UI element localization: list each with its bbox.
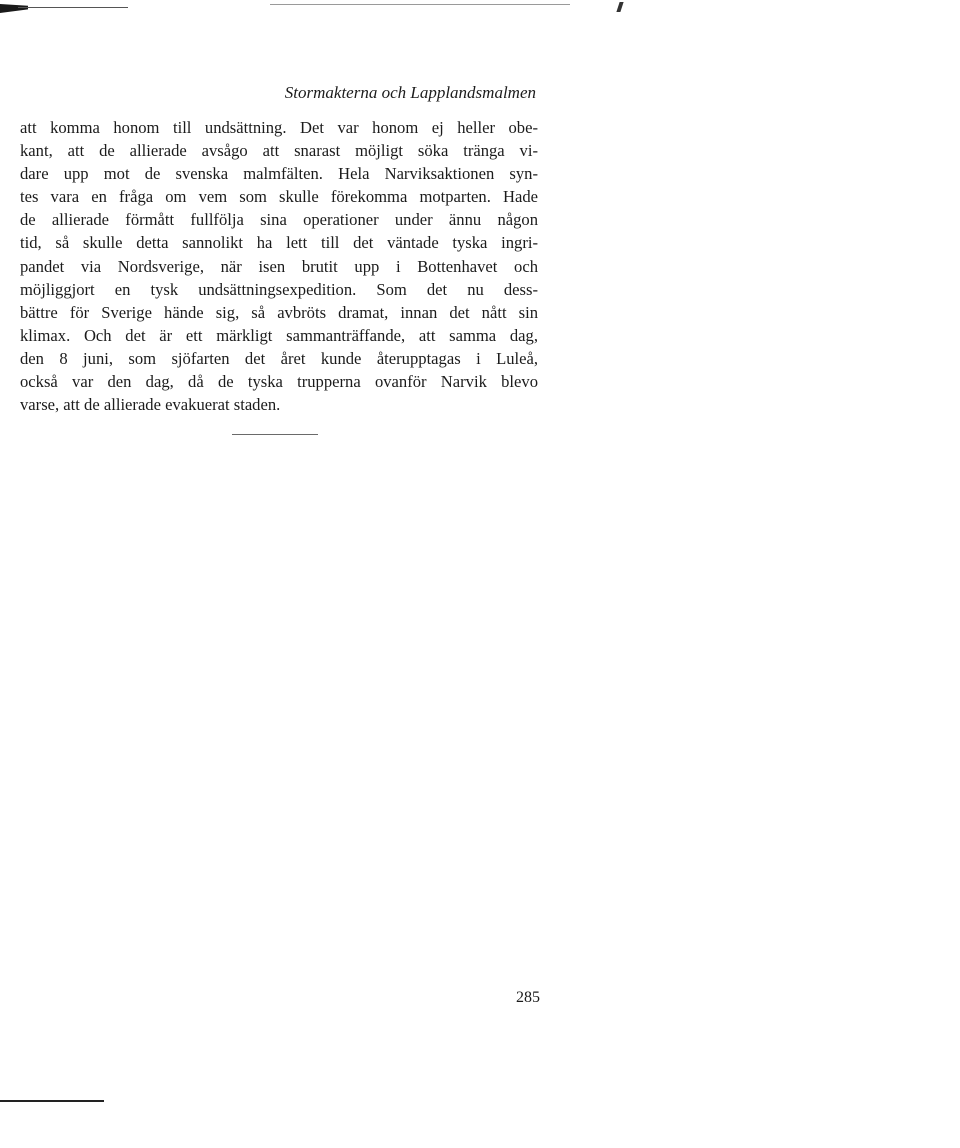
text-line: kant, att de allierade avsågo att snarast möjligt söka tränga vi-	[20, 141, 538, 161]
body-paragraph	[20, 116, 538, 416]
text-line: de allierade förmått fullfölja sina operationer under ännu någon	[20, 210, 538, 230]
text-line: att komma honom till undsättning. Det var honom ej heller obe-	[20, 118, 538, 137]
text-line: dare upp mot de svenska malmfälten. Hela Narviksaktionen syn-	[20, 164, 538, 184]
text-line: varse, att de allierade evakuerat staden.	[20, 395, 281, 415]
text-line: också var den dag, då de tyska trupperna ovanför Narvik blevo	[20, 372, 538, 392]
scan-artifact-top-line	[270, 4, 570, 5]
scan-artifact-bottom-left	[0, 1100, 104, 1102]
text-line: möjliggjort en tysk undsättningsexpedition. Som det nu dess-	[20, 279, 538, 299]
text-line: klimax. Och det är ett märkligt sammanträffande, att samma dag,	[20, 325, 538, 345]
text-line: den 8 juni, som sjöfarten det året kunde återupptagas i Luleå,	[20, 348, 538, 368]
text-line: tes vara en fråga om vem som skulle förekomma motparten. Hade	[20, 187, 538, 207]
page-number: 285	[516, 989, 540, 1006]
scan-artifact-top-left-line	[18, 7, 128, 8]
section-end-rule	[232, 434, 318, 435]
text-line: bättre för Sverige hände sig, så avbröts dramat, innan det nått sin	[20, 302, 538, 322]
text-line: pandet via Nordsverige, när isen brutit upp i Bottenhavet och	[20, 256, 538, 276]
text-line: tid, så skulle detta sannolikt ha lett till det väntade tyska ingri-	[20, 233, 538, 253]
scan-artifact-top-right	[616, 2, 623, 12]
scan-artifact-top-left	[0, 4, 28, 13]
running-head: Stormakterna och Lapplandsmalmen	[284, 83, 536, 102]
